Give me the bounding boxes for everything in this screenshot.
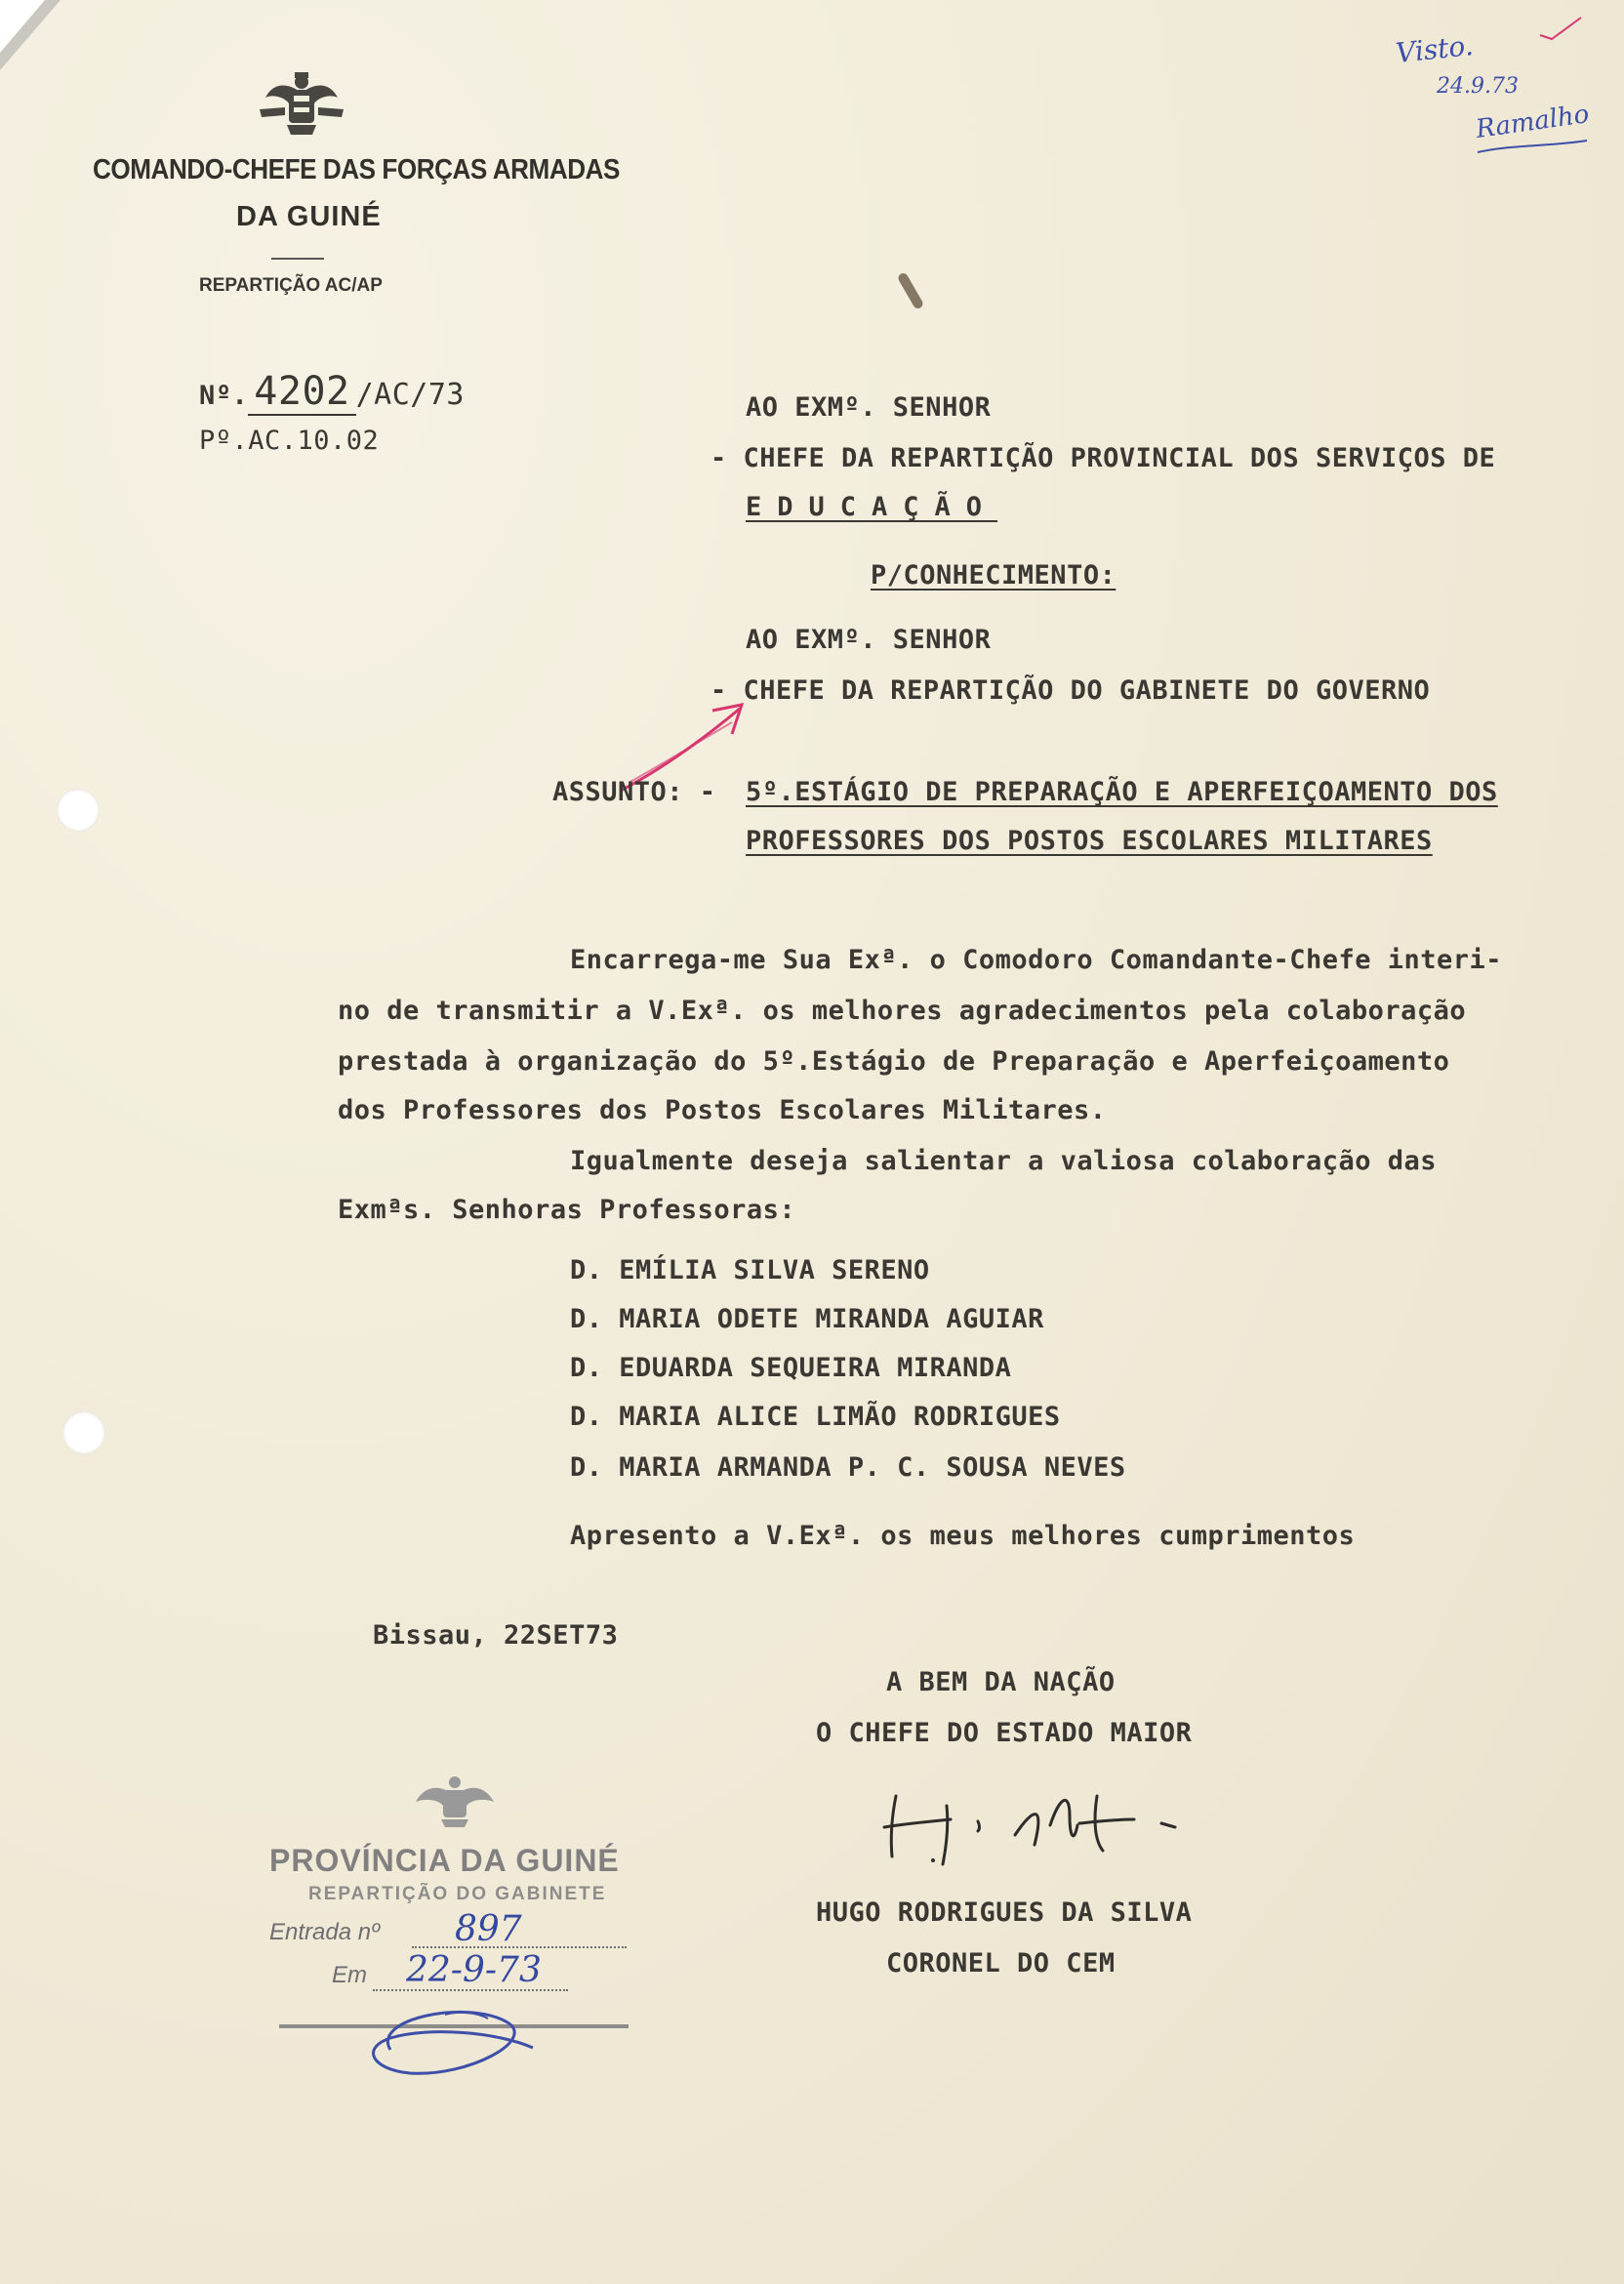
body-line6: Exmªs. Senhoras Professoras: bbox=[338, 1195, 796, 1225]
punch-hole-bottom bbox=[62, 1411, 105, 1454]
subject-label: ASSUNTO: - bbox=[552, 777, 716, 807]
stamp-entry-number: 897 bbox=[455, 1909, 522, 1949]
subject-line1: 5º.ESTÁGIO DE PREPARAÇÃO E APERFEIÇOAMENTO DOS bbox=[746, 777, 1498, 807]
subject-line2: PROFESSORES DOS POSTOS ESCOLARES MILITARES bbox=[746, 826, 1433, 856]
teacher-item: D. EMÍLIA SILVA SERENO bbox=[570, 1255, 930, 1285]
recipient1-title: - CHEFE DA REPARTIÇÃO PROVINCIAL DOS SERVIÇOS DE bbox=[710, 443, 1496, 473]
coat-of-arms-emblem bbox=[256, 68, 347, 139]
body-line3: prestada à organização do 5º.Estágio de Preparação e Aperfeiçoamento bbox=[338, 1046, 1450, 1077]
reference-prefix: Nº. bbox=[199, 381, 249, 411]
handwritten-date: 24.9.73 bbox=[1437, 74, 1519, 99]
signature-line1: A BEM DA NAÇÃO bbox=[886, 1667, 1116, 1697]
stamp-scribble-initials bbox=[351, 1989, 547, 2081]
letterhead-divider bbox=[271, 258, 324, 260]
letterhead-line1: COMANDO-CHEFE DAS FORÇAS ARMADAS bbox=[93, 154, 620, 185]
handwritten-signature bbox=[878, 1767, 1230, 1874]
process-number: Pº.AC.10.02 bbox=[199, 426, 380, 456]
recipient1-department: EDUCAÇÃO bbox=[746, 492, 998, 522]
body-line4: dos Professores dos Postos Escolares Militares. bbox=[338, 1095, 1107, 1125]
date-place: Bissau, 22SET73 bbox=[373, 1620, 619, 1651]
received-stamp bbox=[264, 1769, 654, 2081]
teacher-item: D. MARIA ODETE MIRANDA AGUIAR bbox=[570, 1304, 1044, 1334]
reference-number-value: 4202 bbox=[248, 369, 355, 416]
reference-suffix: /AC/73 bbox=[355, 378, 465, 412]
stamp-entry-label: Entrada nº bbox=[269, 1919, 380, 1945]
letterhead-line2: DA GUINÉ bbox=[236, 201, 382, 232]
ink-smudge bbox=[897, 271, 925, 310]
page-corner-fold bbox=[0, 0, 68, 78]
body-line5: Igualmente deseja salientar a valiosa colaboração das bbox=[570, 1146, 1438, 1176]
closing-line: Apresento a V.Exª. os meus melhores cumprimentos bbox=[570, 1521, 1356, 1551]
recipient2-title: - CHEFE DA REPARTIÇÃO DO GABINETE DO GOVERNO bbox=[710, 675, 1431, 706]
signature-line2: O CHEFE DO ESTADO MAIOR bbox=[816, 1718, 1193, 1748]
stamp-date-label: Em bbox=[332, 1962, 367, 1988]
recipient2-salutation: AO EXMº. SENHOR bbox=[746, 625, 992, 655]
body-line1: Encarrega-me Sua Exª. o Comodoro Comandante-Chefe interi- bbox=[570, 945, 1503, 975]
stamp-emblem bbox=[408, 1769, 502, 1829]
teacher-item: D. EDUARDA SEQUEIRA MIRANDA bbox=[570, 1353, 1012, 1383]
stamp-title: PROVÍNCIA DA GUINÉ bbox=[269, 1843, 620, 1878]
handwritten-visto: Visto. bbox=[1394, 28, 1476, 70]
recipient1-salutation: AO EXMº. SENHOR bbox=[746, 392, 992, 423]
stamp-subtitle: REPARTIÇÃO DO GABINETE bbox=[308, 1884, 607, 1904]
teacher-item: D. MARIA ARMANDA P. C. SOUSA NEVES bbox=[570, 1452, 1126, 1483]
punch-hole-top bbox=[57, 789, 100, 832]
body-line2: no de transmitir a V.Exª. os melhores agradecimentos pela colaboração bbox=[338, 996, 1467, 1026]
department-label: REPARTIÇÃO AC/AP bbox=[199, 275, 383, 296]
signatory-name: HUGO RODRIGUES DA SILVA bbox=[816, 1897, 1193, 1928]
initials-underline bbox=[1474, 137, 1591, 160]
reference-number bbox=[199, 369, 465, 414]
stamp-date-value: 22-9-73 bbox=[406, 1950, 542, 1990]
signatory-rank: CORONEL DO CEM bbox=[886, 1948, 1116, 1978]
red-check-mark bbox=[1536, 14, 1585, 43]
cc-label: P/CONHECIMENTO: bbox=[871, 560, 1116, 591]
handwritten-initials: Ramalho bbox=[1474, 100, 1592, 144]
teacher-item: D. MARIA ALICE LIMÃO RODRIGUES bbox=[570, 1402, 1061, 1432]
